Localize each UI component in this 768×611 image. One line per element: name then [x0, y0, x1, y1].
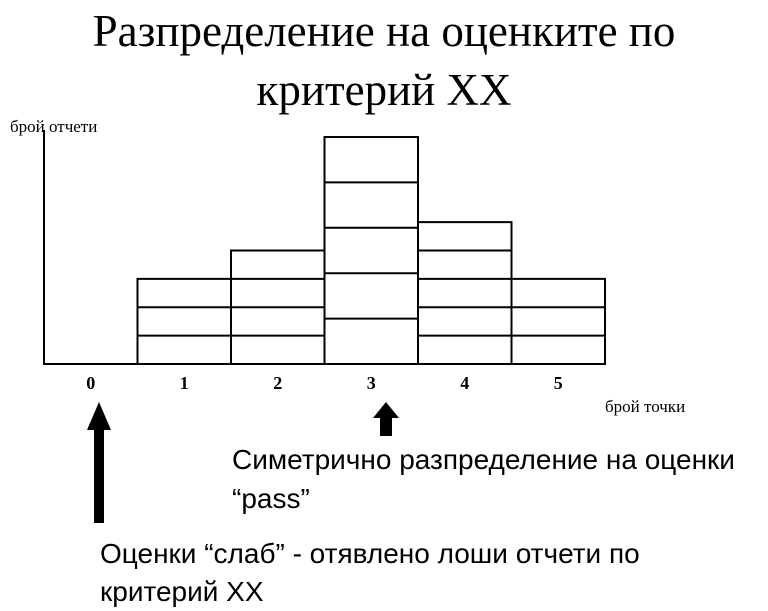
pass-arrow-icon: [373, 402, 399, 436]
bar-4: [418, 222, 512, 364]
bar-5: [512, 279, 606, 364]
fail-annotation: [100, 535, 640, 611]
x-tick-2: 2: [273, 373, 283, 393]
pass-annotation-line-1: Симетрично разпределение на оценки: [232, 444, 735, 475]
chart-title-line-2: критерий XX: [256, 64, 512, 115]
x-tick-0: 0: [86, 373, 96, 393]
x-axis-label: брой точки: [605, 397, 686, 416]
chart-title-line-1: Разпределение на оценките по: [92, 6, 676, 56]
fail-annotation-line-1: Оценки “слаб” - отявлено лоши отчети по: [100, 538, 640, 569]
bar-1: [138, 279, 232, 364]
pass-annotation: [232, 440, 735, 518]
fail-annotation-line-2: критерий XX: [100, 575, 264, 607]
pass-annotation-line-2: “pass”: [232, 483, 310, 515]
x-tick-1: 1: [179, 373, 189, 393]
ticks-group: [86, 373, 563, 393]
fail-arrow-shaft: [94, 428, 104, 523]
fail-arrow-icon: [87, 402, 111, 430]
x-tick-4: 4: [460, 373, 470, 393]
bar-3: [325, 137, 419, 364]
bars-group: [138, 137, 606, 364]
x-tick-5: 5: [553, 373, 563, 393]
y-axis-label: брой отчети: [10, 117, 98, 136]
x-tick-3: 3: [366, 373, 376, 393]
